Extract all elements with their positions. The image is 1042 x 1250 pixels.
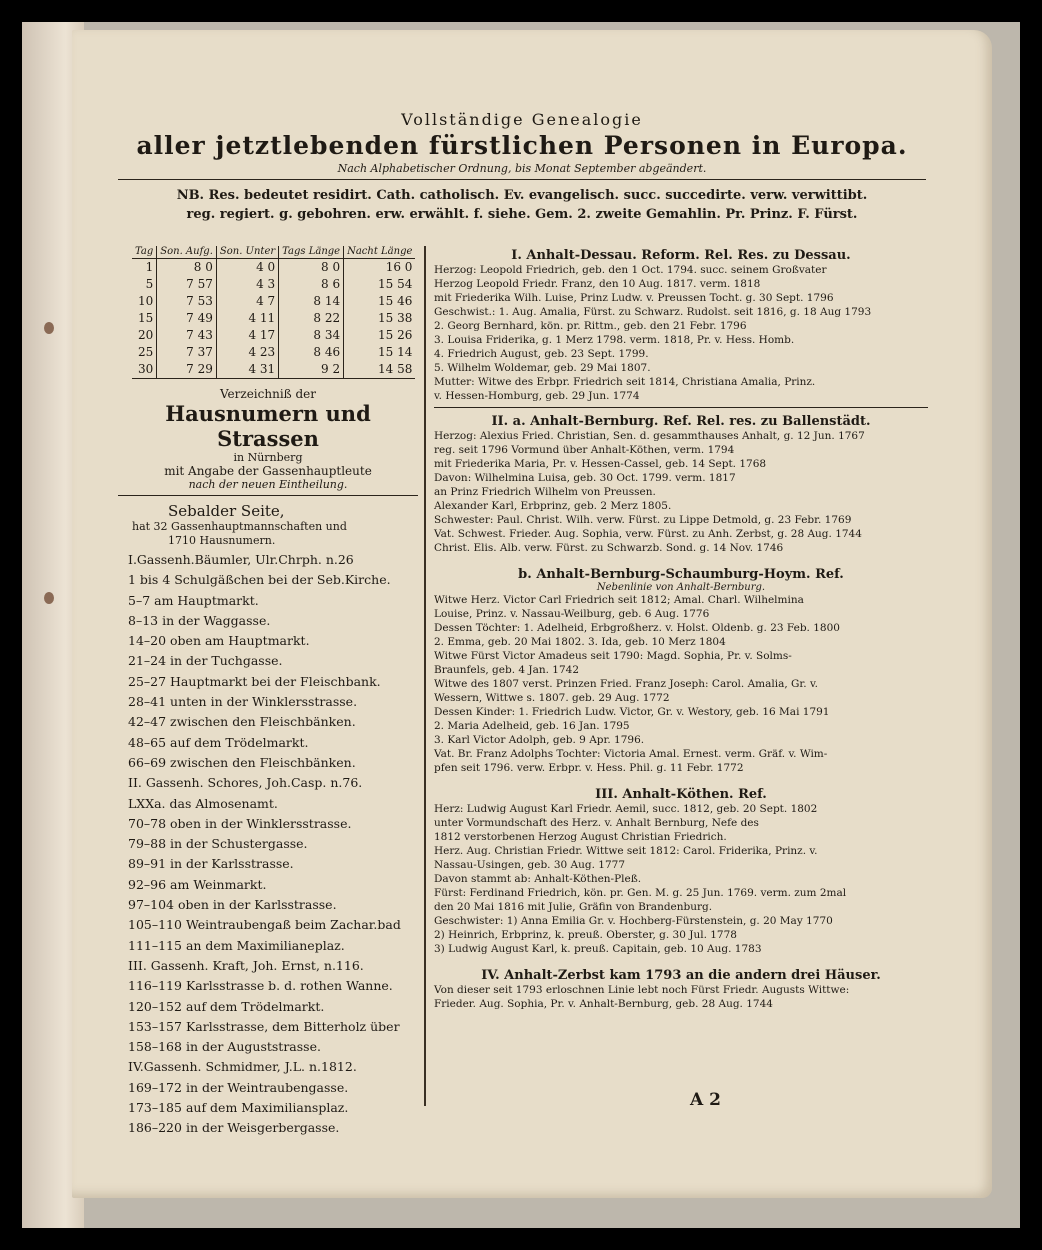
genealogy-line: Wessern, Wittwe s. 1807. geb. 29 Aug. 1772 (434, 692, 670, 704)
street-list-item: 21–24 in der Tuchgasse. (128, 653, 283, 669)
sun-table-cell: 15 38 (344, 310, 416, 327)
sun-table-cell: 7 49 (157, 310, 217, 327)
sun-table-row (132, 327, 415, 344)
street-list-item: 186–220 in der Weisgerbergasse. (128, 1120, 340, 1136)
sun-table-cell: 15 46 (344, 293, 416, 310)
register-title-3: in Nürnberg (233, 451, 303, 464)
sun-table-cell: 15 14 (344, 344, 416, 361)
sun-table-cell: 9 2 (279, 361, 344, 379)
genealogy-line: mit Friederika Wilh. Luise, Prinz Ludw. v. Preussen Tocht. g. 30 Sept. 1796 (434, 292, 834, 304)
genealogy-line: Davon: Wilhelmina Luisa, geb. 30 Oct. 1799. verm. 1817 (434, 472, 736, 484)
street-list-item: 97–104 oben in der Karlsstrasse. (128, 897, 337, 913)
street-list-item: 173–185 auf dem Maximiliansplaz. (128, 1100, 349, 1116)
genealogy-line: 2. Maria Adelheid, geb. 16 Jan. 1795 (434, 720, 630, 732)
title-rule (118, 179, 926, 180)
sun-table-header-cell: Son. Aufg. (157, 246, 217, 259)
genealogy-line: Braunfels, geb. 4 Jan. 1742 (434, 664, 580, 676)
genealogy-line: Von dieser seit 1793 erloschnen Linie lebt noch Fürst Friedr. Augusts Wittwe: (434, 984, 850, 996)
genealogy-line: reg. seit 1796 Vormund über Anhalt-Köthen, verm. 1794 (434, 444, 735, 456)
genealogy-line: 5. Wilhelm Woldemar, geb. 29 Mai 1807. (434, 362, 651, 374)
genealogy-line: Vat. Schwest. Frieder. Aug. Sophia, verw. Fürst. zu Anh. Zerbst, g. 28 Aug. 1744 (434, 528, 862, 540)
genealogy-line: Witwe des 1807 verst. Prinzen Fried. Franz Joseph: Carol. Amalia, Gr. v. (434, 678, 818, 690)
sun-table-header-cell: Tags Länge (279, 246, 344, 259)
sebalder-sub-1: hat 32 Gassenhauptmannschaften und (132, 520, 347, 533)
street-list-item: IV.Gassenh. Schmidmer, J.L. n.1812. (128, 1059, 357, 1075)
street-list-item: 120–152 auf dem Trödelmarkt. (128, 998, 325, 1014)
binding-hole (44, 322, 54, 334)
genealogy-line: Herz: Ludwig August Karl Friedr. Aemil, succ. 1812, geb. 20 Sept. 1802 (434, 803, 818, 815)
sun-table-header (132, 246, 415, 259)
street-list-item: 79–88 in der Schustergasse. (128, 836, 308, 852)
genealogy-line: Frieder. Aug. Sophia, Pr. v. Anhalt-Bernburg, geb. 28 Aug. 1744 (434, 998, 773, 1010)
sun-table-cell: 8 14 (279, 293, 344, 310)
sebalder-title: Sebalder Seite, (168, 502, 285, 520)
sun-table-cell: 1 (145, 260, 154, 274)
sun-table-cell: 16 0 (344, 259, 416, 277)
abbrev-line-2: reg. regiert. g. gebohren. erw. erwählt. f. siehe. Gem. 2. zweite Gemahlin. Pr. Prinz. F. Fürst. (186, 207, 858, 222)
sun-table-cell: 7 37 (157, 344, 217, 361)
street-list (128, 550, 418, 1139)
genealogy-line: v. Hessen-Homburg, geb. 29 Jun. 1774 (434, 390, 640, 402)
genealogy-line: 3. Karl Victor Adolph, geb. 9 Apr. 1796. (434, 734, 645, 746)
genealogy-line: Witwe Herz. Victor Carl Friedrich seit 1812; Amal. Charl. Wilhelmina (434, 594, 804, 606)
genealogy-line: Herzog: Leopold Friedrich, geb. den 1 Oct. 1794. succ. seinem Großvater (434, 264, 827, 276)
street-list-item: 105–110 Weintraubengaß beim Zachar.bad (128, 917, 401, 933)
genealogy-line: Herzog Leopold Friedr. Franz, den 10 Aug. 1817. verm. 1818 (434, 278, 761, 290)
schaumburg-hoym-heading: b. Anhalt-Bernburg-Schaumburg-Hoym. Ref. (518, 567, 844, 582)
sun-table-cell: 14 58 (344, 361, 416, 379)
sun-table-cell: 7 29 (157, 361, 217, 379)
sun-table-cell: 25 (137, 345, 154, 359)
street-list-item: 92–96 am Weinmarkt. (128, 876, 267, 892)
street-list-item: 28–41 unten in der Winklersstrasse. (128, 694, 358, 710)
sun-table-body (132, 259, 415, 379)
sun-table-header-cell: Son. Unter (216, 246, 278, 259)
sun-table-cell: 4 23 (216, 344, 278, 361)
genealogy-line: Davon stammt ab: Anhalt-Köthen-Pleß. (434, 873, 642, 885)
sun-table-row (132, 259, 415, 277)
sun-table-cell: 4 17 (216, 327, 278, 344)
page-signature: A 2 (690, 1090, 721, 1110)
schaumburg-hoym-subheading: Nebenlinie von Anhalt-Bernburg. (596, 582, 766, 593)
register-rule (118, 495, 418, 496)
register-title-2: Hausnumern und Strassen (165, 401, 371, 451)
sun-table-cell: 7 43 (157, 327, 217, 344)
sun-table-cell: 8 34 (279, 327, 344, 344)
street-list-item: 70–78 oben in der Winklersstrasse. (128, 815, 352, 831)
anhalt-dessau-entries (434, 263, 928, 403)
sun-table-cell: 15 (137, 311, 154, 325)
street-list-item: 8–13 in der Waggasse. (128, 612, 271, 628)
genealogy-line: Herz. Aug. Christian Friedr. Wittwe seit 1812: Carol. Friderika, Prinz. v. (434, 845, 818, 857)
section-rule (434, 407, 928, 408)
genealogy-line: Geschwister: 1) Anna Emilia Gr. v. Hochberg-Fürstenstein, g. 20 May 1770 (434, 915, 833, 927)
sun-table-cell: 7 57 (157, 276, 217, 293)
sun-table-cell: 8 22 (279, 310, 344, 327)
genealogy-line: Christ. Elis. Alb. verw. Fürst. zu Schwarzb. Sond. g. 14 Nov. 1746 (434, 542, 784, 554)
sun-table-header-cell: Tag (132, 246, 157, 259)
genealogy-line: mit Friederika Maria, Pr. v. Hessen-Cassel, geb. 14 Sept. 1768 (434, 458, 767, 470)
street-list-item: 116–119 Karlsstrasse b. d. rothen Wanne. (128, 978, 393, 994)
genealogy-line: 3. Louisa Friderika, g. 1 Merz 1798. verm. 1818, Pr. v. Hess. Homb. (434, 334, 795, 346)
genealogy-line: Mutter: Witwe des Erbpr. Friedrich seit 1814, Christiana Amalia, Prinz. (434, 376, 816, 388)
genealogy-line: Geschwist.: 1. Aug. Amalia, Fürst. zu Schwarz. Rudolst. seit 1816, g. 18 Aug 1793 (434, 306, 872, 318)
genealogy-line: 2. Georg Bernhard, kön. pr. Rittm., geb. den 21 Febr. 1796 (434, 320, 747, 332)
column-divider (424, 246, 426, 1106)
genealogy-line: Louise, Prinz. v. Nassau-Weilburg, geb. 6 Aug. 1776 (434, 608, 710, 620)
sun-table-cell: 30 (132, 361, 157, 379)
street-list-item: 25–27 Hauptmarkt bei der Fleischbank. (128, 673, 381, 689)
sun-table-cell: 8 0 (157, 259, 217, 277)
sun-table-cell: 4 11 (216, 310, 278, 327)
anhalt-zerbst-heading: IV. Anhalt-Zerbst kam 1793 an die andern drei Häuser. (481, 968, 881, 983)
genealogy-line: 2. Emma, geb. 20 Mai 1802. 3. Ida, geb. 10 Merz 1804 (434, 636, 726, 648)
street-list-item: 48–65 auf dem Trödelmarkt. (128, 734, 309, 750)
genealogy-line: an Prinz Friedrich Wilhelm von Preussen. (434, 486, 656, 498)
sebalder-sub-2: 1710 Hausnumern. (168, 534, 276, 547)
genealogy-line: 1812 verstorbenen Herzog August Christian Friedrich. (434, 831, 727, 843)
right-column (434, 246, 928, 1011)
sun-table-cell: 15 54 (344, 276, 416, 293)
genealogy-line: unter Vormundschaft des Herz. v. Anhalt Bernburg, Nefe des (434, 817, 759, 829)
street-list-item: LXXa. das Almosenamt. (128, 795, 278, 811)
anhalt-dessau-heading: I. Anhalt-Dessau. Reform. Rel. Res. zu Dessau. (511, 248, 851, 263)
sun-table-cell: 4 31 (216, 361, 278, 379)
street-list-item: II. Gassenh. Schores, Joh.Casp. n.76. (128, 775, 363, 791)
street-list-item: 158–168 in der Auguststrasse. (128, 1039, 321, 1055)
genealogy-line: Schwester: Paul. Christ. Wilh. verw. Fürst. zu Lippe Detmold, g. 23 Febr. 1769 (434, 514, 852, 526)
sun-table-cell: 7 53 (157, 293, 217, 310)
sun-table-cell: 20 (137, 328, 154, 342)
register-title-5: nach der neuen Eintheilung. (188, 478, 348, 491)
street-list-item: 1 bis 4 Schulgäßchen bei der Seb.Kirche. (128, 572, 391, 588)
street-list-item: 42–47 zwischen den Fleischbänken. (128, 714, 356, 730)
genealogy-line: Dessen Kinder: 1. Friedrich Ludw. Victor, Gr. v. Westory, geb. 16 Mai 1791 (434, 706, 830, 718)
street-list-item: 66–69 zwischen den Fleischbänken. (128, 754, 356, 770)
binding-hole (44, 592, 54, 604)
genealogy-line: Fürst: Ferdinand Friedrich, kön. pr. Gen. M. g. 25 Jun. 1769. verm. zum 2mal (434, 887, 847, 899)
title-line-3: Nach Alphabetischer Ordnung, bis Monat September abgeändert. (337, 162, 707, 175)
anhalt-bernburg-entries (434, 429, 928, 555)
genealogy-line: Dessen Töchter: 1. Adelheid, Erbgroßherz. v. Holst. Oldenb. g. 23 Feb. 1800 (434, 622, 840, 634)
street-list-item: 111–115 an dem Maximilianeplaz. (128, 937, 345, 953)
anhalt-koethen-entries (434, 802, 928, 956)
sun-table-row (132, 361, 415, 379)
genealogy-line: pfen seit 1796. verw. Erbpr. v. Hess. Phil. g. 11 Febr. 1772 (434, 762, 744, 774)
street-list-item: 14–20 oben am Hauptmarkt. (128, 633, 310, 649)
genealogy-line: Witwe Fürst Victor Amadeus seit 1790: Magd. Sophia, Pr. v. Solms- (434, 650, 792, 662)
sun-table (132, 246, 415, 379)
sun-table-cell: 4 3 (216, 276, 278, 293)
sun-table-cell: 5 (145, 277, 154, 291)
sun-table-cell: 10 (137, 294, 154, 308)
title-line-2: aller jetztlebenden fürstlichen Personen in Europa. (136, 131, 908, 160)
genealogy-line: 4. Friedrich August, geb. 23 Sept. 1799. (434, 348, 649, 360)
street-list-item: III. Gassenh. Kraft, Joh. Ernst, n.116. (128, 957, 364, 973)
genealogy-line: Nassau-Usingen, geb. 30 Aug. 1777 (434, 859, 626, 871)
street-list-item: I.Gassenh.Bäumler, Ulr.Chrph. n.26 (128, 552, 354, 567)
sun-table-row (132, 293, 415, 310)
genealogy-line: Vat. Br. Franz Adolphs Tochter: Victoria Amal. Ernest. verm. Gräf. v. Wim- (434, 748, 828, 760)
title-line-1: Vollständige Genealogie (401, 110, 643, 129)
anhalt-zerbst-entries (434, 983, 928, 1011)
left-column (118, 246, 418, 1139)
register-title-1: Verzeichniß der (219, 387, 317, 401)
sun-table-cell: 15 26 (344, 327, 416, 344)
genealogy-line: Alexander Karl, Erbprinz, geb. 2 Merz 1805. (434, 500, 672, 512)
sun-table-cell: 4 0 (216, 259, 278, 277)
schaumburg-hoym-entries (434, 593, 928, 775)
genealogy-line: den 20 Mai 1816 mit Julie, Gräfin von Brandenburg. (434, 901, 713, 913)
sun-table-cell: 8 46 (279, 344, 344, 361)
street-list-item: 89–91 in der Karlsstrasse. (128, 856, 294, 872)
sun-table-cell: 4 7 (216, 293, 278, 310)
sun-table-row (132, 276, 415, 293)
street-list-item: 153–157 Karlsstrasse, dem Bitterholz über (128, 1018, 400, 1034)
street-list-item: 5–7 am Hauptmarkt. (128, 592, 259, 608)
sun-table-header-cell: Nacht Länge (344, 246, 416, 259)
street-list-item: 169–172 in der Weintraubengasse. (128, 1079, 349, 1095)
genealogy-line: 2) Heinrich, Erbprinz, k. preuß. Oberster, g. 30 Jul. 1778 (434, 929, 737, 941)
sun-table-row (132, 344, 415, 361)
sun-table-row (132, 310, 415, 327)
register-title-4: mit Angabe der Gassenhauptleute (164, 464, 372, 478)
anhalt-koethen-heading: III. Anhalt-Köthen. Ref. (595, 787, 767, 802)
sun-table-cell: 8 6 (279, 276, 344, 293)
genealogy-line: 3) Ludwig August Karl, k. preuß. Capitain, geb. 10 Aug. 1783 (434, 943, 762, 955)
sun-table-cell: 8 0 (279, 259, 344, 277)
abbrev-line-1: NB. Res. bedeutet residirt. Cath. catholisch. Ev. evangelisch. succ. succedirte. verw. verwittibt. (176, 188, 868, 203)
anhalt-bernburg-heading: II. a. Anhalt-Bernburg. Ref. Rel. res. zu Ballenstädt. (491, 414, 871, 429)
genealogy-line: Herzog: Alexius Fried. Christian, Sen. d. gesammthauses Anhalt, g. 12 Jun. 1767 (434, 430, 865, 442)
